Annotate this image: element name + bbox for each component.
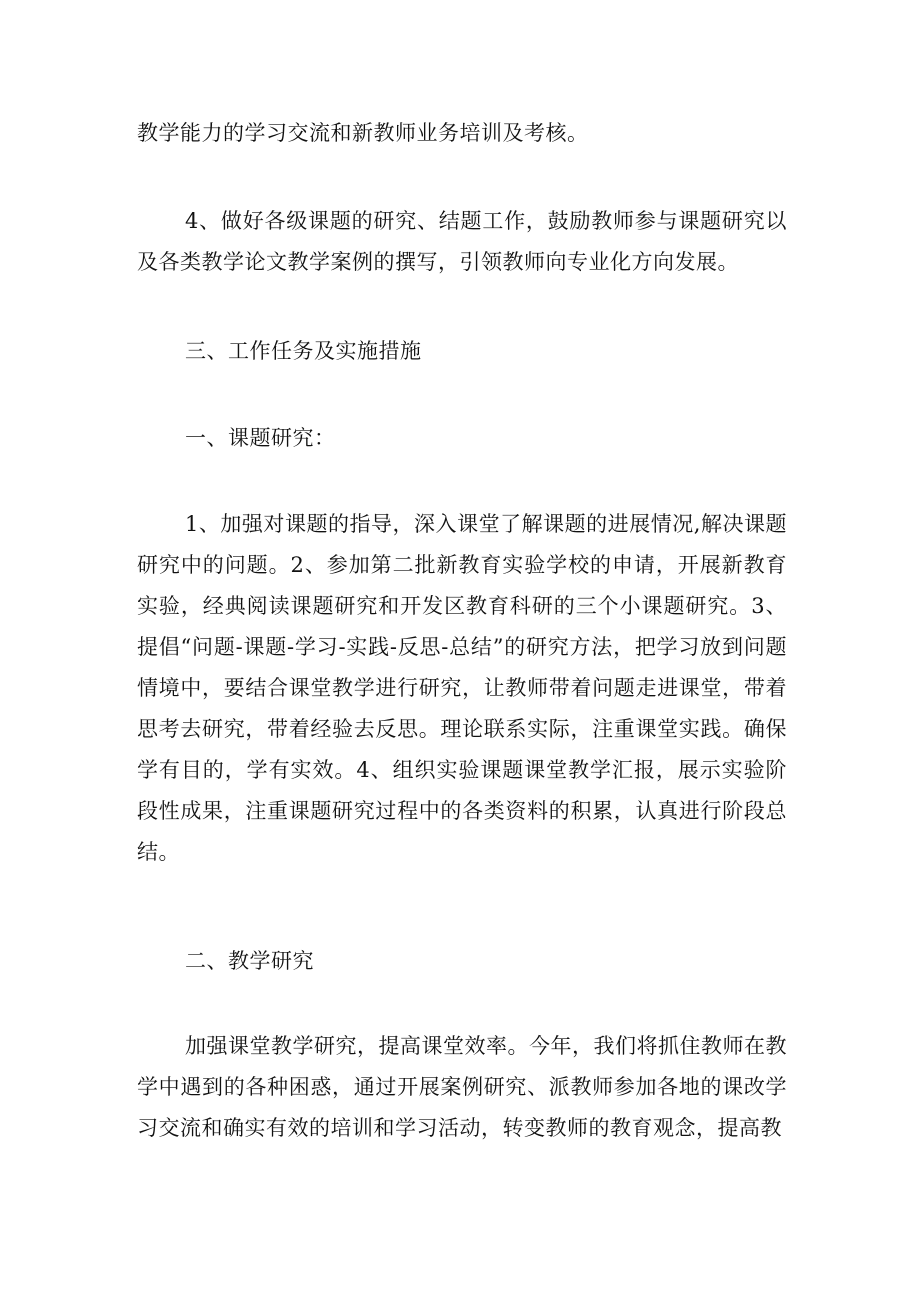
section-three-heading: 三、工作任务及实施措施 bbox=[185, 339, 422, 363]
subsection-one-heading: 一、课题研究： bbox=[185, 426, 336, 450]
item-4-paragraph: 4、做好各级课题的研究、结题工作，鼓励教师参与课题研究以及各类教学论文教学案例的撰写，引领教师向专业化方向发展。 bbox=[137, 209, 787, 274]
research-body-paragraph: 1、加强对课题的指导，深入课堂了解课题的进展情况,解决课题研究中的问题。2、参加第二批新教育实验学校的申请，开展新教育实验，经典阅读课题研究和开发区教育科研的三个小课题研究。3、提倡“问题-课题-学习-实践-反思-总结”的研究方法，把学习放到问题情境中，要结合课堂教学进行研究，让教师带着问题走进课堂，带着思考去研究，带着经验去反思。理论联系实际，注重课堂实践。确保学有目的，学有实效。4、组织实验课题课堂教学汇报，展示实验阶段性成果，注重课题研究过程中的各类资料的积累，认真进行阶段总结。 bbox=[137, 512, 787, 864]
teaching-body-paragraph: 加强课堂教学研究，提高课堂效率。今年，我们将抓住教师在教学中遇到的各种困惑，通过开展案例研究、派教师参加各地的课改学习交流和确实有效的培训和学习活动，转变教师的教育观念，提高教 bbox=[137, 1034, 787, 1140]
subsection-two-heading: 二、教学研究 bbox=[185, 949, 314, 973]
continuation-paragraph: 教学能力的学习交流和新教师业务培训及考核。 bbox=[137, 121, 589, 145]
